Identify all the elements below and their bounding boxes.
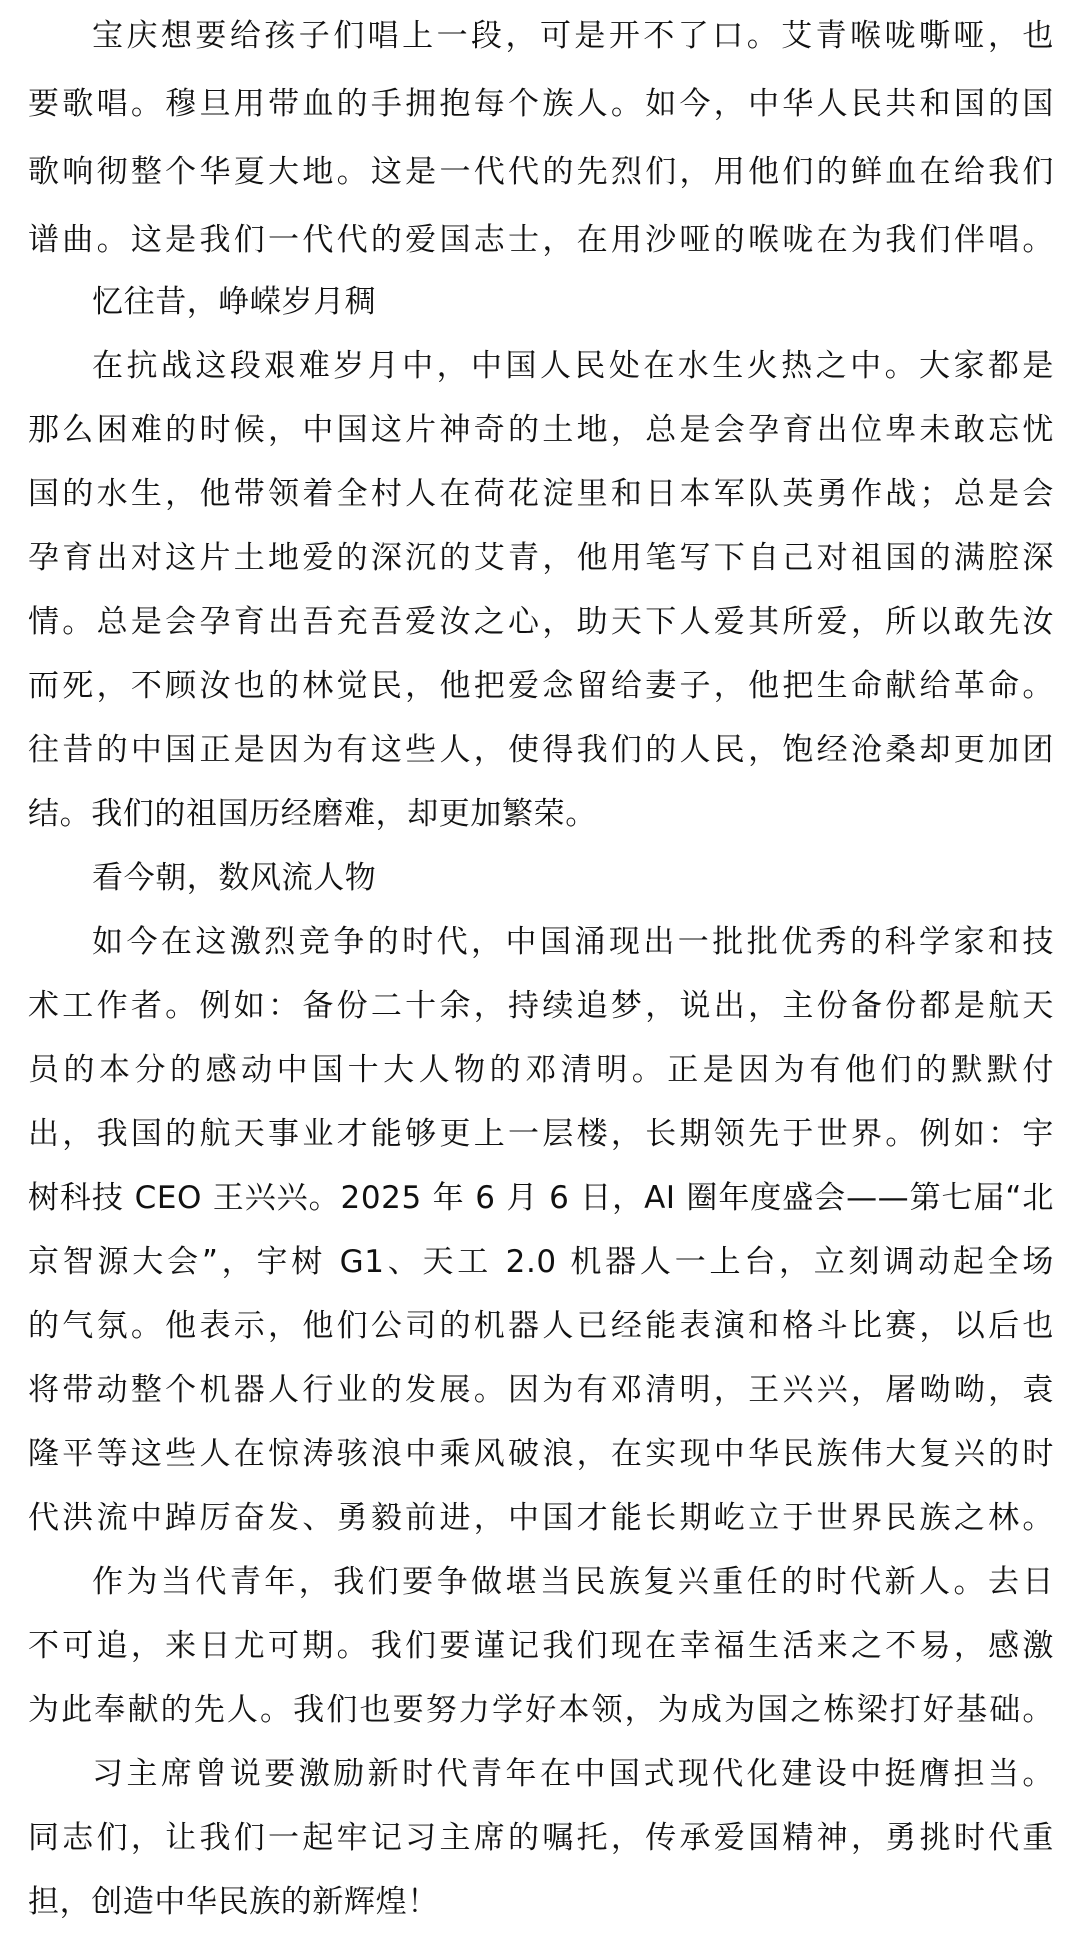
section-heading: 忆往昔，峥嵘岁月稠: [92, 284, 377, 320]
text-line: 情。总是会孕育出吾充吾爱汝之心，助天下人爱其所爱，所以敢先汝: [28, 604, 1054, 640]
text-line: 作为当代青年，我们要争做堪当民族复兴重任的时代新人。去日: [92, 1564, 1054, 1600]
text-line: 习主席曾说要激励新时代青年在中国式现代化建设中挺膺担当。: [92, 1756, 1054, 1792]
text-line: 孕育出对这片土地爱的深沉的艾青，他用笔写下自己对祖国的满腔深: [28, 540, 1054, 576]
text-line: 员的本分的感动中国十大人物的邓清明。正是因为有他们的默默付: [28, 1052, 1054, 1088]
text-line: 要歌唱。穆旦用带血的手拥抱每个族人。如今，中华人民共和国的国: [28, 86, 1054, 122]
text-line: 歌响彻整个华夏大地。这是一代代的先烈们，用他们的鲜血在给我们: [28, 154, 1054, 190]
text-line: 术工作者。例如：备份二十余，持续追梦，说出，主份备份都是航天: [28, 988, 1054, 1024]
text-line: 而死，不顾汝也的林觉民，他把爱念留给妻子，他把生命献给革命。: [28, 668, 1054, 704]
text-line: 担，创造中华民族的新辉煌！: [28, 1884, 439, 1920]
text-line: 在抗战这段艰难岁月中，中国人民处在水生火热之中。大家都是: [92, 348, 1054, 384]
text-line: 国的水生，他带领着全村人在荷花淀里和日本军队英勇作战；总是会: [28, 476, 1054, 512]
text-line: 往昔的中国正是因为有这些人，使得我们的人民，饱经沧桑却更加团: [28, 732, 1054, 768]
text-line: 如今在这激烈竞争的时代，中国涌现出一批批优秀的科学家和技: [92, 924, 1054, 960]
text-line: 不可追，来日尤可期。我们要谨记我们现在幸福生活来之不易，感激: [28, 1628, 1054, 1664]
text-line: 同志们，让我们一起牢记习主席的嘱托，传承爱国精神，勇挑时代重: [28, 1820, 1054, 1856]
text-line: 谱曲。这是我们一代代的爱国志士，在用沙哑的喉咙在为我们伴唱。: [28, 222, 1054, 258]
text-line: 树科技 CEO 王兴兴。2025 年 6 月 6 日，AI 圈年度盛会——第七届“北: [28, 1180, 1054, 1216]
text-line: 京智源大会”，宇树 G1、天工 2.0 机器人一上台，立刻调动起全场: [28, 1244, 1054, 1280]
text-line: 的气氛。他表示，他们公司的机器人已经能表演和格斗比赛，以后也: [28, 1308, 1054, 1344]
text-line: 出，我国的航天事业才能够更上一层楼，长期领先于世界。例如：宇: [28, 1116, 1054, 1152]
text-line: 为此奉献的先人。我们也要努力学好本领，为成为国之栋梁打好基础。: [28, 1692, 1054, 1728]
section-heading: 看今朝，数风流人物: [92, 860, 377, 896]
text-line: 将带动整个机器人行业的发展。因为有邓清明，王兴兴，屠呦呦，袁: [28, 1372, 1054, 1408]
text-line: 那么困难的时候，中国这片神奇的土地，总是会孕育出位卑未敢忘忧: [28, 412, 1054, 448]
text-line: 代洪流中踔厉奋发、勇毅前进，中国才能长期屹立于世界民族之林。: [28, 1500, 1054, 1536]
text-line: 宝庆想要给孩子们唱上一段，可是开不了口。艾青喉咙嘶哑，也: [92, 18, 1054, 54]
text-line: 结。我们的祖国历经磨难，却更加繁荣。: [28, 796, 597, 832]
text-line: 隆平等这些人在惊涛骇浪中乘风破浪，在实现中华民族伟大复兴的时: [28, 1436, 1054, 1472]
